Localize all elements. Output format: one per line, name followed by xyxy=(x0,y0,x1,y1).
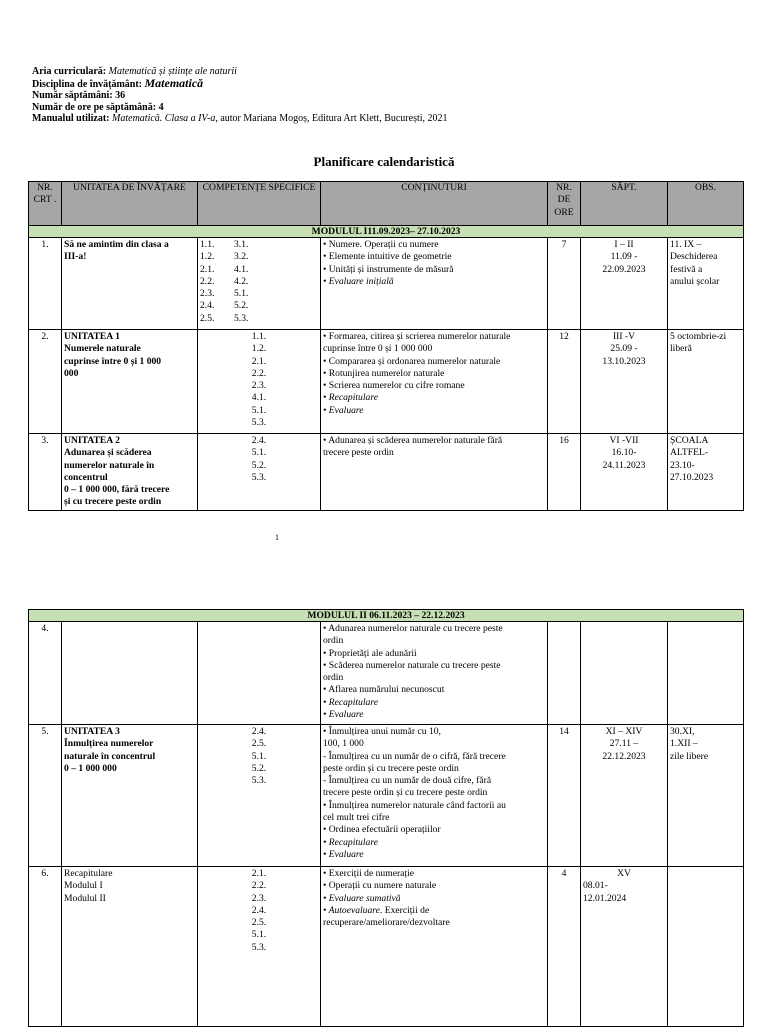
row-number: 2. xyxy=(29,330,62,434)
learning-unit: UNITATEA 3 Înmulțirea numerelor naturale în concentrul 0 – 1 000 000 xyxy=(62,725,198,867)
hours: 16 xyxy=(548,434,581,511)
weeks: VI -VII 16.10- 24.11.2023 xyxy=(581,434,668,511)
observations: 11. IX – Deschiderea festivă a anului școlar xyxy=(668,238,744,330)
header-line-discipline: Disciplina de învățământ: Matematică xyxy=(32,75,204,90)
contents: • Formarea, citirea și scrierea numerelor naturale cuprinse între 0 și 1 000 000 • Compararea și ordonarea numerelor naturale • Rotunjirea numerelor naturale • Scrierea numerelor cu cifre romane • Recapitulare • Evaluare xyxy=(321,330,548,434)
contents: • Numere. Operații cu numere • Elemente intuitive de geometrie • Unități și instrumente de măsură • Evaluare inițială xyxy=(321,238,548,330)
col-header-weeks: SĂPT. xyxy=(581,182,668,226)
observations: ȘCOALA ALTFEL- 23.10- 27.10.2023 xyxy=(668,434,744,511)
competences: 2.4. 2.5. 5.1. 5.2. 5.3. xyxy=(198,725,321,867)
header-line-hours: Număr de ore pe săptămână: 4 xyxy=(32,101,164,113)
table-row xyxy=(29,434,744,511)
col-header-unit: UNITATEA DE ÎNVĂȚARE xyxy=(62,182,198,226)
observations: 5 octombrie-zi liberă xyxy=(668,330,744,434)
planning-table-page-2 xyxy=(28,609,744,1027)
document-title: Planificare calendaristică xyxy=(313,154,455,169)
page-number: 1 xyxy=(275,533,279,542)
header-line-weeks: Număr săptămâni: 36 xyxy=(32,90,126,101)
col-header-hours: NR. DE ORE xyxy=(548,182,581,226)
row-number: 3. xyxy=(29,434,62,511)
contents: • Înmulțirea unui număr cu 10, 100, 1 000 - Înmulțirea cu un număr de o cifră, fără trecere peste ordin și cu trecere peste ordin - Înmulțirea cu un număr de două cifre, fără trecere peste ordin și cu trecere peste ordin • Înmulțirea numerelor naturale când factorii au cel mult trei cifre • Ordinea efectuării operațiilor • Recapitulare • Evaluare xyxy=(321,725,548,867)
contents: • Adunarea numerelor naturale cu trecere peste ordin • Proprietăți ale adunării • Scăderea numerelor naturale cu trecere peste ordin • Aflarea numărului necunoscut • Recapitulare • Evaluare xyxy=(321,622,548,725)
hours: 12 xyxy=(548,330,581,434)
document-header xyxy=(32,66,448,125)
table-header-row xyxy=(29,182,744,226)
observations xyxy=(668,622,744,725)
hours: 7 xyxy=(548,238,581,330)
hours: 14 xyxy=(548,725,581,867)
header-line-area: Aria curriculară: Matematică și științe ale naturii xyxy=(32,66,237,77)
table-row xyxy=(29,238,744,330)
competences xyxy=(198,622,321,725)
col-header-nr: NR. CRT . xyxy=(29,182,62,226)
row-number: 1. xyxy=(29,238,62,330)
competences: 1.1. 1.2. 2.1. 2.2. 2.3. 2.4. 2.5. 3.1. 3.2. 4.1. 4.2. 5.1. 5.2. 5.3. xyxy=(198,238,321,330)
hours xyxy=(548,622,581,725)
weeks: I – II 11.09 - 22.09.2023 xyxy=(581,238,668,330)
learning-unit xyxy=(62,622,198,725)
observations: 30.XI, 1.XII – zile libere xyxy=(668,725,744,867)
module-2-label: MODULUL II 06.11.2023 – 22.12.2023 xyxy=(29,610,744,622)
table-row xyxy=(29,867,744,1027)
row-number: 5. xyxy=(29,725,62,867)
col-header-obs: OBS. xyxy=(668,182,744,226)
table-row xyxy=(29,622,744,725)
observations xyxy=(668,867,744,1027)
module-row xyxy=(29,610,744,622)
module-row xyxy=(29,226,744,238)
weeks: XI – XIV 27.11 – 22.12.2023 xyxy=(581,725,668,867)
col-header-competences: COMPETENȚE SPECIFICE xyxy=(198,182,321,226)
header-line-manual: Manualul utilizat: Matematică. Clasa a IV-a, autor Mariana Mogoș, Editura Art Klett, București, 2021 xyxy=(32,113,448,124)
contents: • Exerciții de numerație • Operații cu numere naturale • Evaluare sumativă • Autoevaluare. Exerciții de recuperare/ameliorare/dezvoltare xyxy=(321,867,548,1027)
weeks: XV 08.01- 12.01.2024 xyxy=(581,867,668,1027)
table-row xyxy=(29,725,744,867)
learning-unit: Recapitulare Modulul I Modulul II xyxy=(62,867,198,1027)
competences: 2.1. 2.2. 2.3. 2.4. 2.5. 5.1. 5.3. xyxy=(198,867,321,1027)
competences: 1.1. 1.2. 2.1. 2.2. 2.3. 4.1. 5.1. 5.3. xyxy=(198,330,321,434)
weeks: III -V 25.09 - 13.10.2023 xyxy=(581,330,668,434)
learning-unit: UNITATEA 1 Numerele naturale cuprinse între 0 și 1 000 000 xyxy=(62,330,198,434)
row-number: 4. xyxy=(29,622,62,725)
hours: 4 xyxy=(548,867,581,1027)
weeks xyxy=(581,622,668,725)
contents: • Adunarea și scăderea numerelor naturale fără trecere peste ordin xyxy=(321,434,548,511)
learning-unit: UNITATEA 2 Adunarea și scăderea numerelor naturale în concentrul 0 – 1 000 000, fără trecere și cu trecere peste ordin xyxy=(62,434,198,511)
col-header-contents: CONȚINUTURI xyxy=(321,182,548,226)
competences: 2.4. 5.1. 5.2. 5.3. xyxy=(198,434,321,511)
table-row xyxy=(29,330,744,434)
row-number: 6. xyxy=(29,867,62,1027)
planning-table-page-1 xyxy=(28,181,744,511)
learning-unit: Să ne amintim din clasa a III-a! xyxy=(62,238,198,330)
module-1-label: MODULUL I11.09.2023– 27.10.2023 xyxy=(29,226,744,238)
